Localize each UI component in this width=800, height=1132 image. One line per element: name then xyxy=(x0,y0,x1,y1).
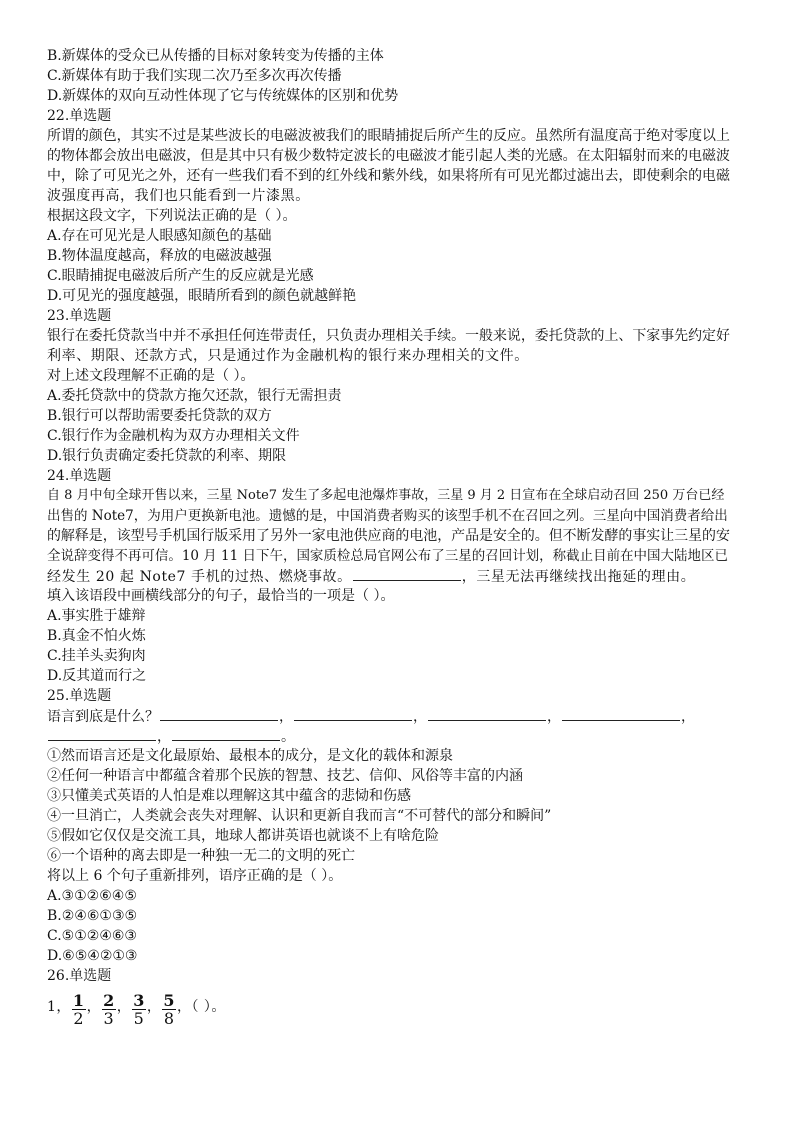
fraction-denominator: 3 xyxy=(103,1009,115,1028)
q22-option-a[interactable]: A.存在可见光是人眼感知颜色的基础 xyxy=(47,228,272,244)
passage-line: 中，除了可见光之外，还有一些我们看不到的红外线和紫外线，如果将所有可见光都过滤出去，即使剩余的电磁 xyxy=(47,168,730,184)
separator: ， xyxy=(279,709,293,725)
q22-option-c[interactable]: C.眼睛捕捉电磁波后所产生的反应就是光感 xyxy=(47,268,314,284)
fraction-numerator: 3 xyxy=(133,991,145,1010)
q24-option-a[interactable]: A.事实胜于雄辩 xyxy=(47,608,146,624)
fraction-denominator: 8 xyxy=(163,1009,175,1028)
q22-option-b[interactable]: B.物体温度越高，释放的电磁波越强 xyxy=(47,248,272,264)
answer-blank-text: （ ）。 xyxy=(191,999,226,1015)
question-25 xyxy=(47,686,759,966)
q23-option-b[interactable]: B.银行可以帮助需要委托贷款的双方 xyxy=(47,408,272,424)
passage-line: 的物体都会放出电磁波，但是其中只有极少数特定波长的电磁波才能引起人类的光感。在太阳辐射而来的电磁波 xyxy=(47,148,730,164)
fraction xyxy=(162,992,176,1027)
passage-line: 自 8 月中旬全球开售以来，三星 Note7 发生了多起电池爆炸事故，三星 9 月 2 日宣布在全球启动召回 250 万台已经 xyxy=(47,488,725,503)
separator: ， xyxy=(413,709,427,725)
fill-in-line xyxy=(47,706,759,726)
separator: ， xyxy=(176,999,192,1015)
fraction-numerator: 1 xyxy=(72,991,85,1010)
fraction xyxy=(132,992,146,1027)
q23-option-d[interactable]: D.银行负责确定委托贷款的利率、期限 xyxy=(47,448,287,464)
end-mark: 。 xyxy=(281,729,295,745)
q21-option-c[interactable]: C.新媒体有助于我们实现二次乃至多次再次传播 xyxy=(47,68,342,84)
question-stem: 填入该语段中画横线部分的句子，最恰当的一项是（ ）。 xyxy=(47,588,395,604)
document-page xyxy=(47,46,759,1032)
question-24 xyxy=(47,466,759,686)
sentence-5: ⑤假如它仅仅是交流工具，地球人都讲英语也就谈不上有啥危险 xyxy=(47,828,439,844)
fill-blank[interactable] xyxy=(353,566,461,581)
separator: ， xyxy=(146,999,162,1015)
passage-text: ，三星无法再继续找出拖延的理由。 xyxy=(461,569,696,585)
question-22 xyxy=(47,106,759,306)
sentence-4: ④一旦消亡，人类就会丧失对理解、认识和更新自我而言“不可替代的部分和瞬间” xyxy=(47,808,552,824)
q25-option-b[interactable]: B.②④⑥①③⑤ xyxy=(47,908,138,924)
passage-line: 的解释是，该型号手机国行版采用了另外一家电池供应商的电池，产品是安全的。但不断发酵的事实让三星的安 xyxy=(47,528,730,544)
passage-line: 全说辞变得不再可信。10 月 11 日下午，国家质检总局官网公布了三星的召回计划，称截止目前在中国大陆地区已 xyxy=(47,548,728,564)
fill-blank[interactable] xyxy=(160,706,278,721)
q23-option-c[interactable]: C.银行作为金融机构为双方办理相关文件 xyxy=(47,428,300,444)
question-header: 26.单选题 xyxy=(47,968,112,984)
separator: ， xyxy=(157,729,171,745)
question-stem: 将以上 6 个句子重新排列，语序正确的是（ ）。 xyxy=(47,868,343,884)
fill-in-line xyxy=(47,726,759,746)
question-header: 24.单选题 xyxy=(47,468,112,484)
q24-option-d[interactable]: D.反其道而行之 xyxy=(47,668,147,684)
q21-option-d[interactable]: D.新媒体的双向互动性体现了它与传统媒体的区别和优势 xyxy=(47,88,399,104)
passage-text: 经发生 20 起 Note7 手机的过热、燃烧事故。 xyxy=(47,569,352,585)
passage-line: 银行在委托贷款当中并不承担任何连带责任，只负责办理相关手续。一般来说，委托贷款的上、下家事先约定好 xyxy=(47,328,730,344)
sentence-2: ②任何一种语言中都蕴含着那个民族的智慧、技艺、信仰、风俗等丰富的内涵 xyxy=(47,768,523,784)
question-23 xyxy=(47,306,759,466)
fraction-numerator: 5 xyxy=(163,991,175,1010)
fraction xyxy=(72,992,86,1027)
fill-blank[interactable] xyxy=(172,726,280,741)
question-stem: 根据这段文字，下列说法正确的是（ ）。 xyxy=(47,208,297,224)
passage-line: 波强度再高，我们也只能看到一片漆黑。 xyxy=(47,188,310,204)
sentence-1: ①然而语言还是文化最原始、最根本的成分，是文化的载体和源泉 xyxy=(47,748,453,764)
sequence-lead: 1， xyxy=(47,999,71,1015)
fraction-denominator: 5 xyxy=(133,1009,145,1028)
question-stem: 对上述文段理解不正确的是（ ）。 xyxy=(47,368,255,384)
passage-line: 出售的 Note7，为用户更换新电池。遗憾的是，中国消费者购买的该型手机不在召回之列。三星向中国消费者给出 xyxy=(47,508,728,524)
fraction-numerator: 2 xyxy=(103,991,115,1010)
q21-options xyxy=(47,46,759,106)
sentence-6: ⑥一个语种的离去即是一种独一无二的文明的死亡 xyxy=(47,848,355,864)
q23-option-a[interactable]: A.委托贷款中的贷款方拖欠还款，银行无需担责 xyxy=(47,388,342,404)
q24-option-c[interactable]: C.挂羊头卖狗肉 xyxy=(47,648,146,664)
q25-option-d[interactable]: D.⑥⑤④②①③ xyxy=(47,948,138,964)
number-sequence xyxy=(47,986,759,1032)
question-header: 22.单选题 xyxy=(47,108,112,124)
sentence-3: ③只懂美式英语的人怕是难以理解这其中蕴含的悲恸和伤感 xyxy=(47,788,411,804)
q22-option-d[interactable]: D.可见光的强度越强，眼睛所看到的颜色就越鲜艳 xyxy=(47,288,357,304)
q25-option-c[interactable]: C.⑤①②④⑥③ xyxy=(47,928,137,944)
question-header: 25.单选题 xyxy=(47,688,112,704)
q24-option-b[interactable]: B.真金不怕火炼 xyxy=(47,628,146,644)
question-header: 23.单选题 xyxy=(47,308,112,324)
fill-blank[interactable] xyxy=(48,726,156,741)
question-26 xyxy=(47,966,759,1032)
passage-line: 所谓的颜色，其实不过是某些波长的电磁波被我们的眼睛捕捉后所产生的反应。虽然所有温度高于绝对零度以上 xyxy=(47,128,730,144)
passage-line xyxy=(47,566,759,586)
passage-line: 利率、期限、还款方式，只是通过作为金融机构的银行来办理相关的文件。 xyxy=(47,348,529,364)
prompt-text: 语言到底是什么？ xyxy=(47,709,159,725)
question-passage xyxy=(47,326,759,366)
fraction-denominator: 2 xyxy=(73,1009,85,1028)
fraction xyxy=(102,992,116,1027)
fill-blank[interactable] xyxy=(428,706,546,721)
separator: ， xyxy=(116,999,132,1015)
question-passage xyxy=(47,126,759,206)
fill-blank[interactable] xyxy=(294,706,412,721)
separator: ， xyxy=(681,709,695,725)
q25-option-a[interactable]: A.③①②⑥④⑤ xyxy=(47,888,137,904)
question-passage xyxy=(47,486,759,586)
separator: ， xyxy=(547,709,561,725)
fill-blank[interactable] xyxy=(562,706,680,721)
separator: ， xyxy=(86,999,102,1015)
q21-option-b[interactable]: B.新媒体的受众已从传播的目标对象转变为传播的主体 xyxy=(47,48,384,64)
